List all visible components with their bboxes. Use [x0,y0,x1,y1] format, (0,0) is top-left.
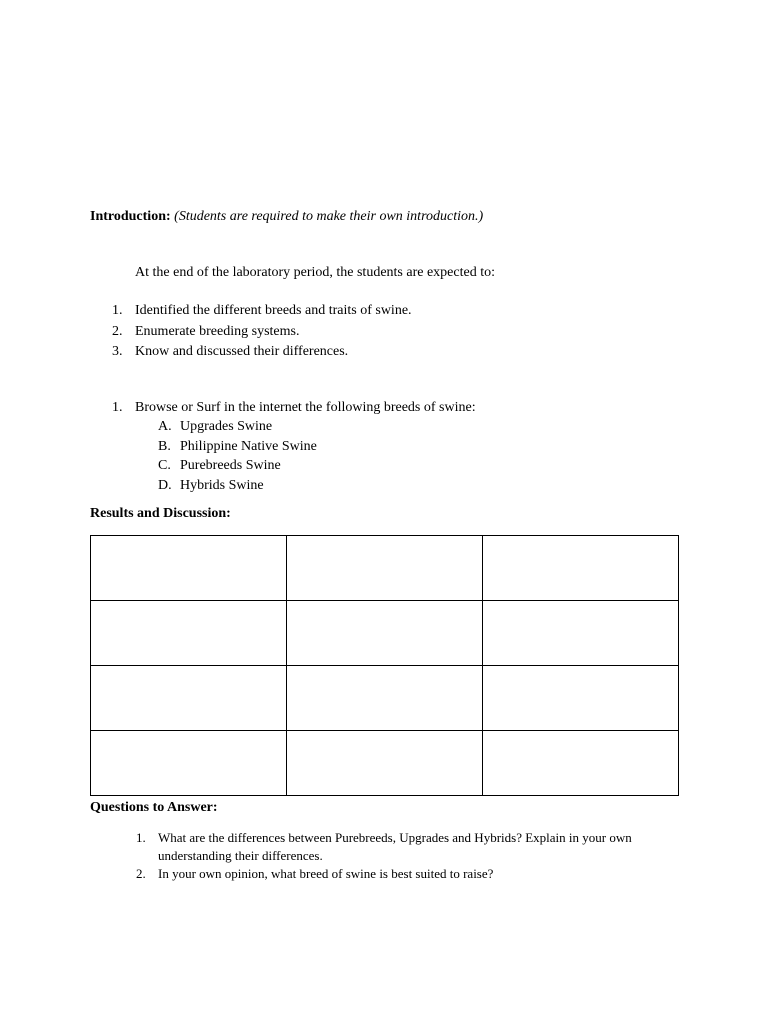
list-item [112,301,412,322]
table-row [91,731,679,796]
list-item-text: Know and discussed their differences. [135,344,349,359]
results-heading: Results and Discussion: [90,506,231,521]
table-cell[interactable] [287,536,483,601]
breeds-list [158,417,317,495]
list-item-letter: B. [158,438,171,454]
list-item-number: 1. [112,303,123,318]
list-item-number: 2. [136,866,146,881]
list-item-text: Enumerate breeding systems. [135,323,300,339]
list-item-number: 2. [112,323,123,339]
list-item-text: Purebreeds Swine [180,458,281,473]
questions-heading: Questions to Answer: [90,800,218,815]
list-item-letter: C. [158,458,171,473]
list-item [136,829,678,865]
procedure-list [112,398,476,418]
list-item [112,342,412,363]
table-cell[interactable] [483,666,679,731]
table-cell[interactable] [91,536,287,601]
list-item-text: What are the differences between Purebreeds, Upgrades and Hybrids? Explain in your own understanding their differences. [158,830,632,863]
list-item [136,865,678,883]
list-item-text: Hybrids Swine [180,477,264,493]
introduction-line [90,209,483,225]
table-cell[interactable] [91,601,287,666]
list-item-number: 1. [136,830,146,845]
table-cell[interactable] [287,601,483,666]
list-item [112,398,476,418]
table-row [91,666,679,731]
table-cell[interactable] [287,731,483,796]
list-item-text: In your own opinion, what breed of swine is best suited to raise? [158,866,494,881]
objectives-list [112,301,412,363]
objectives-lead: At the end of the laboratory period, the students are expected to: [135,265,495,280]
table-row [91,536,679,601]
list-item-text: Identified the different breeds and traits of swine. [135,303,412,318]
introduction-note: (Students are required to make their own introduction.) [174,209,484,224]
table-cell[interactable] [483,731,679,796]
questions-list [136,829,678,883]
table-cell[interactable] [91,666,287,731]
list-item-number: 1. [112,400,123,415]
list-item-text: Upgrades Swine [180,419,273,434]
table-cell[interactable] [287,666,483,731]
table-cell[interactable] [483,536,679,601]
list-item-letter: A. [158,419,172,434]
list-item-text: Browse or Surf in the internet the following breeds of swine: [135,400,476,415]
list-item [158,476,317,496]
introduction-label: Introduction: [90,209,171,224]
results-table [90,535,679,796]
table-cell[interactable] [91,731,287,796]
list-item [112,322,412,343]
list-item-number: 3. [112,344,123,359]
list-item-text: Philippine Native Swine [180,438,317,454]
list-item [158,437,317,457]
list-item-letter: D. [158,477,172,493]
list-item [158,456,317,476]
list-item [158,417,317,437]
table-cell[interactable] [483,601,679,666]
table-row [91,601,679,666]
